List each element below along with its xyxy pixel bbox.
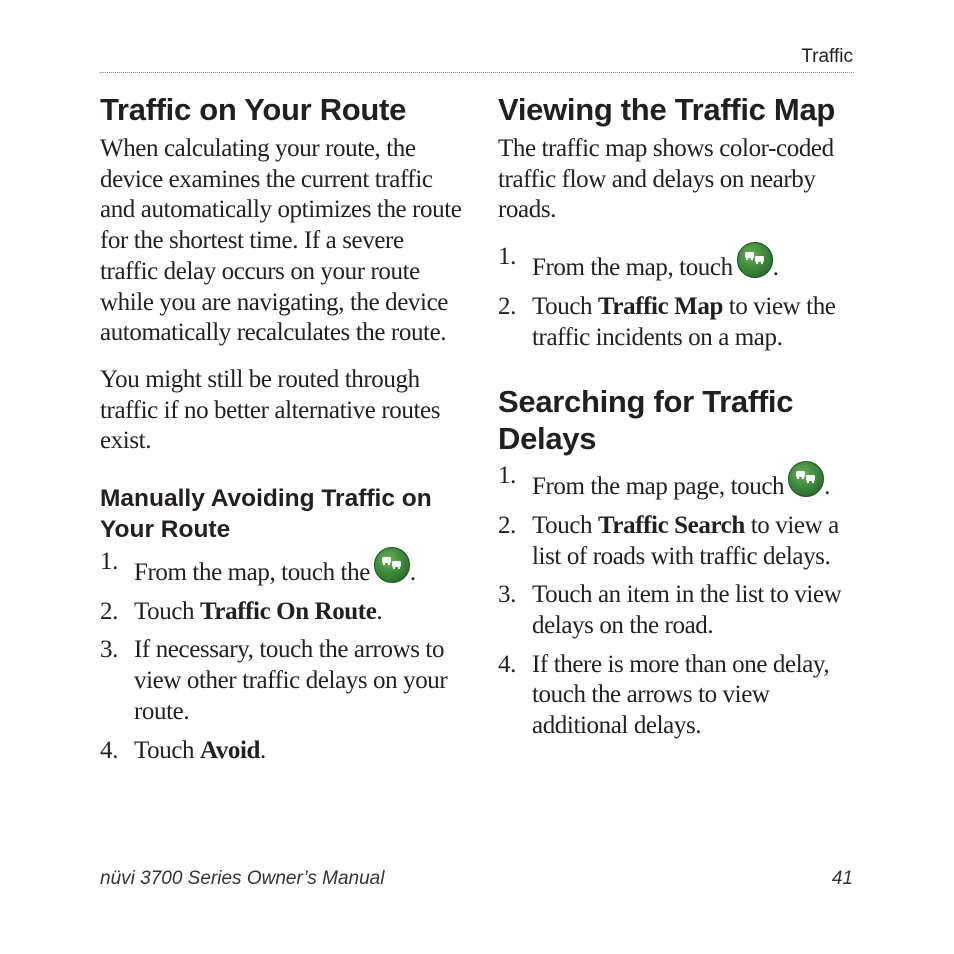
button-name: Traffic Map (597, 292, 723, 320)
step-number: 2. (498, 511, 516, 539)
traffic-icon (788, 461, 824, 497)
step-text: From the map, touch the (134, 559, 370, 587)
header-rule (100, 72, 854, 73)
list-item (498, 511, 858, 572)
step-number: 2. (100, 597, 118, 625)
button-name: Traffic Search (597, 511, 745, 539)
step-number: 4. (498, 650, 516, 678)
step-text: to view a list of roads with traffic delays. (532, 511, 839, 570)
list-item (498, 580, 858, 641)
steps-list (498, 461, 858, 742)
step-number: 1. (100, 548, 118, 576)
step-text: Touch (134, 736, 200, 764)
step-number: 3. (100, 636, 118, 664)
traffic-icon (374, 547, 410, 583)
step-number: 2. (498, 292, 516, 320)
left-column (100, 92, 462, 790)
paragraph: When calculating your route, the device examines the current traffic and automatically optimizes the route for the shortest time. If a severe traffic delay occurs on your route while you are navigating, the device automatically recalculates the route. (100, 135, 462, 347)
paragraph: You might still be routed through traffic if no better alternative routes exist. (100, 365, 441, 455)
step-text: Touch (134, 597, 200, 625)
subsection-title-manually-avoiding: Manually Avoiding Traffic on Your Route (100, 485, 432, 544)
step-text: Touch (532, 511, 598, 539)
step-text: If necessary, touch the arrows to view other traffic delays on your route. (134, 636, 448, 725)
list-item (100, 736, 462, 767)
step-end: . (824, 473, 831, 501)
step-text: . (376, 597, 383, 625)
list-item (498, 650, 858, 742)
list-item (100, 547, 462, 589)
right-column (498, 92, 858, 766)
steps-list (100, 547, 462, 766)
list-item (498, 292, 858, 353)
step-text: to view the traffic incidents on a map. (532, 292, 836, 351)
traffic-icon (737, 242, 773, 278)
step-end: . (772, 254, 779, 282)
button-name: Traffic On Route (199, 597, 377, 625)
step-text: Touch (532, 292, 598, 320)
step-number: 3. (498, 581, 516, 609)
section-title-searching-delays: Searching for Traffic Delays (498, 384, 794, 457)
step-number: 4. (100, 736, 118, 764)
page-number: 41 (831, 868, 853, 889)
section-title-viewing-map: Viewing the Traffic Map (498, 92, 836, 127)
step-end: . (409, 559, 416, 587)
list-item (498, 461, 858, 503)
page-header: Traffic (801, 46, 853, 67)
steps-list (498, 242, 858, 353)
step-number: 1. (498, 462, 516, 490)
step-text: From the map page, touch (532, 473, 785, 501)
step-number: 1. (498, 243, 516, 271)
list-item (100, 597, 462, 628)
step-text: If there is more than one delay, touch the arrows to view additional delays. (532, 650, 830, 740)
section-title-traffic-on-route: Traffic on Your Route (100, 92, 407, 127)
button-name: Avoid (199, 736, 261, 764)
paragraph: The traffic map shows color-coded traffic flow and delays on nearby roads. (498, 135, 834, 224)
footer-manual-title: nüvi 3700 Series Owner’s Manual (100, 868, 385, 889)
step-text: . (260, 736, 266, 764)
step-text: From the map, touch (532, 254, 733, 282)
list-item (498, 242, 858, 284)
step-text: Touch an item in the list to view delays on the road. (532, 581, 842, 640)
list-item (100, 635, 462, 727)
